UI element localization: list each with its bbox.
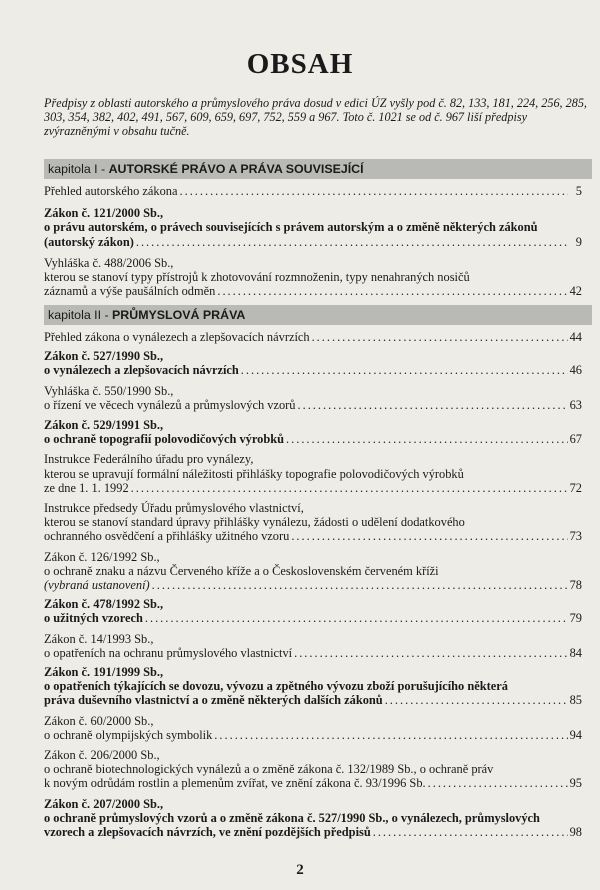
- dot-leader: [291, 529, 567, 543]
- toc-page-ref: 5: [575, 184, 582, 198]
- toc-entry-text: Přehled autorského zákona: [44, 184, 178, 198]
- dot-leader: [217, 284, 567, 298]
- toc-entry-line: [44, 235, 582, 249]
- toc-entry-text: (vybraná ustanovení): [44, 578, 150, 593]
- toc-page-ref: 63: [569, 397, 582, 412]
- toc-entry-line: [44, 578, 582, 592]
- intro-note: Předpisy z oblasti autorského a průmyslového práva dosud v edici ÚZ vyšly pod č. 82, 133, 181, 224, 256, 285, 303, 354, 382, 402, 491, 567, 609, 659, 697, 752, 559 a 967. Toto č. 1021 se od č. 967 liší předpisy zvýrazněnými v obsahu tučně.: [44, 96, 587, 138]
- toc-entry-text: Přehled zákona o vynálezech a zlepšovacích návrzích: [44, 330, 310, 344]
- dot-leader: [428, 776, 568, 790]
- toc-entry-text: ochranného osvědčení a přihlášky užitného vzoru: [44, 529, 290, 544]
- toc-entry-text: vzorech a zlepšovacích návrzích, ve znění pozdějších předpisů: [44, 825, 371, 840]
- toc-entry-line: Zákon č. 529/1991 Sb.,: [44, 418, 164, 433]
- toc-entry[interactable]: [44, 418, 582, 446]
- toc-entry-text: o vynálezech a zlepšovacích návrzích: [44, 363, 239, 378]
- toc-entry-line: kterou se stanoví typy přístrojů k zhotovování rozmnoženin, typy nenahraných nosičů: [44, 270, 470, 285]
- toc-entry[interactable]: [44, 184, 582, 198]
- toc-page-ref: 95: [569, 776, 582, 791]
- dot-leader: [145, 611, 568, 625]
- toc-entry-line: [44, 529, 582, 543]
- toc-page-ref: 44: [569, 330, 582, 344]
- toc-entry-line: Zákon č. 191/1999 Sb.,: [44, 665, 164, 680]
- toc-entry-line: Zákon č. 14/1993 Sb.,: [44, 631, 154, 646]
- toc-entry-text: práva duševního vlastnictví a o změně některých dalších zákonů: [44, 693, 383, 708]
- toc-page-ref: 85: [569, 693, 582, 708]
- toc-entry-line: [44, 646, 582, 660]
- toc-entry-line: kterou se stanoví standard úpravy přihlášky vynálezu, žádosti o udělení dodatkového: [44, 515, 465, 530]
- toc-entry[interactable]: [44, 550, 582, 593]
- toc-entry-text: k novým odrůdám rostlin a plemenům zvířat, ve znění zákona č. 93/1996 Sb.: [44, 776, 426, 791]
- toc-entry-line: Zákon č. 60/2000 Sb.,: [44, 713, 154, 728]
- dot-leader: [312, 330, 568, 344]
- toc-entry-text: o ochraně topografií polovodičových výrobků: [44, 432, 285, 447]
- toc-entry[interactable]: [44, 597, 582, 625]
- toc-entry-line: [44, 330, 582, 344]
- toc-entry[interactable]: [44, 330, 582, 344]
- dot-leader: [180, 184, 569, 198]
- toc-entry-line: Vyhláška č. 488/2006 Sb.,: [44, 255, 174, 270]
- toc-page-ref: 98: [569, 825, 582, 840]
- dot-leader: [298, 398, 568, 412]
- toc-page-ref: 46: [569, 363, 582, 378]
- chapter-header-2: [44, 305, 592, 325]
- toc-entry[interactable]: [44, 665, 582, 708]
- toc-entry-line: Zákon č. 126/1992 Sb.,: [44, 549, 160, 564]
- toc-entry-line: o právu autorském, o právech souvisejících s právem autorským a o změně některých zákonů: [44, 220, 538, 235]
- toc-entry[interactable]: [44, 714, 582, 742]
- chapter-name: PRŮMYSLOVÁ PRÁVA: [112, 308, 246, 322]
- dot-leader: [241, 363, 568, 377]
- toc-entry-line: [44, 363, 582, 377]
- toc-entry[interactable]: [44, 206, 582, 249]
- toc-entry[interactable]: [44, 632, 582, 660]
- chapter-label: kapitola II -: [48, 308, 113, 322]
- chapter-header-1: [44, 159, 592, 179]
- toc-entry-line: [44, 825, 582, 839]
- page-title: OBSAH: [246, 48, 354, 80]
- chapter-label: kapitola I -: [48, 162, 109, 176]
- toc-entry-text: o řízení ve věcech vynálezů a průmyslových vzorů: [44, 397, 296, 412]
- dot-leader: [385, 693, 568, 707]
- toc-page-ref: 79: [569, 611, 582, 626]
- toc-entry-line: Zákon č. 121/2000 Sb.,: [44, 206, 164, 221]
- toc-page-ref: 9: [575, 234, 582, 249]
- toc-page-ref: 84: [569, 645, 582, 660]
- chapter-name: AUTORSKÉ PRÁVO A PRÁVA SOUVISEJÍCÍ: [108, 162, 364, 176]
- toc-entry[interactable]: [44, 797, 582, 840]
- toc-entry-line: kterou se upravují formální náležitosti přihlášky topografie polovodičových výrobků: [44, 466, 464, 481]
- toc-entry-text: o opatřeních na ochranu průmyslového vlastnictví: [44, 645, 293, 660]
- toc-entry[interactable]: [44, 748, 582, 791]
- toc-entry-text: o ochraně olympijských symbolik: [44, 727, 213, 742]
- toc-page-ref: 72: [569, 480, 582, 495]
- dot-leader: [214, 728, 567, 742]
- toc-entry-line: Vyhláška č. 550/1990 Sb.,: [44, 383, 174, 398]
- toc-entry[interactable]: [44, 349, 582, 377]
- toc-entry-line: [44, 611, 582, 625]
- toc-entry-line: [44, 728, 582, 742]
- page-number: 2: [296, 862, 304, 878]
- chapter-entries-2: [44, 330, 582, 839]
- toc-entry-line: Zákon č. 206/2000 Sb.,: [44, 748, 160, 763]
- dot-leader: [136, 235, 568, 249]
- toc-entry-line: [44, 284, 582, 298]
- toc-entry-line: Zákon č. 478/1992 Sb.,: [44, 597, 164, 612]
- toc-entry[interactable]: [44, 256, 582, 299]
- toc-page-ref: 67: [569, 432, 582, 447]
- toc-entry-line: [44, 184, 582, 198]
- dot-leader: [294, 646, 568, 660]
- dot-leader: [373, 825, 568, 839]
- toc-entry-line: Instrukce předsedy Úřadu průmyslového vlastnictví,: [44, 501, 304, 516]
- toc-entry-line: [44, 432, 582, 446]
- toc-entry-line: o ochraně průmyslových vzorů a o změně zákona č. 527/1990 Sb., o vynálezech, průmyslových: [44, 810, 540, 825]
- toc-page-ref: 78: [569, 578, 582, 593]
- toc-entry[interactable]: [44, 452, 582, 495]
- dot-leader: [286, 432, 568, 446]
- chapter-entries-1: [44, 184, 582, 298]
- toc-page-ref: 42: [569, 284, 582, 299]
- toc-entry[interactable]: [44, 501, 582, 544]
- toc-entry-text: ze dne 1. 1. 1992: [44, 480, 129, 495]
- toc-entry-text: o užitných vzorech: [44, 611, 143, 626]
- toc-entry-line: o ochraně biotechnologických vynálezů a o změně zákona č. 132/1989 Sb., o ochraně práv: [44, 762, 494, 777]
- toc-entry-line: [44, 693, 582, 707]
- dot-leader: [152, 578, 568, 592]
- toc-page-ref: 94: [569, 727, 582, 742]
- toc-entry-line: Zákon č. 527/1990 Sb.,: [44, 349, 164, 364]
- toc-page-ref: 73: [569, 529, 582, 544]
- toc-entry-text: záznamů a výše paušálních odměn: [44, 284, 216, 299]
- toc-entry-line: [44, 398, 582, 412]
- toc-entry-text: (autorský zákon): [44, 234, 134, 249]
- toc-entry-line: [44, 481, 582, 495]
- dot-leader: [131, 481, 568, 495]
- toc-entry-line: o opatřeních týkajících se dovozu, vývozu a zpětného vývozu zboží porušujícího některá: [44, 679, 508, 694]
- toc-entry[interactable]: [44, 384, 582, 412]
- toc-entry-line: [44, 776, 582, 790]
- toc-entry-line: o ochraně znaku a názvu Červeného kříže a o Československém červeném kříži: [44, 563, 439, 578]
- toc-entry-line: Zákon č. 207/2000 Sb.,: [44, 796, 164, 811]
- toc-entry-line: Instrukce Federálního úřadu pro vynálezy,: [44, 452, 254, 467]
